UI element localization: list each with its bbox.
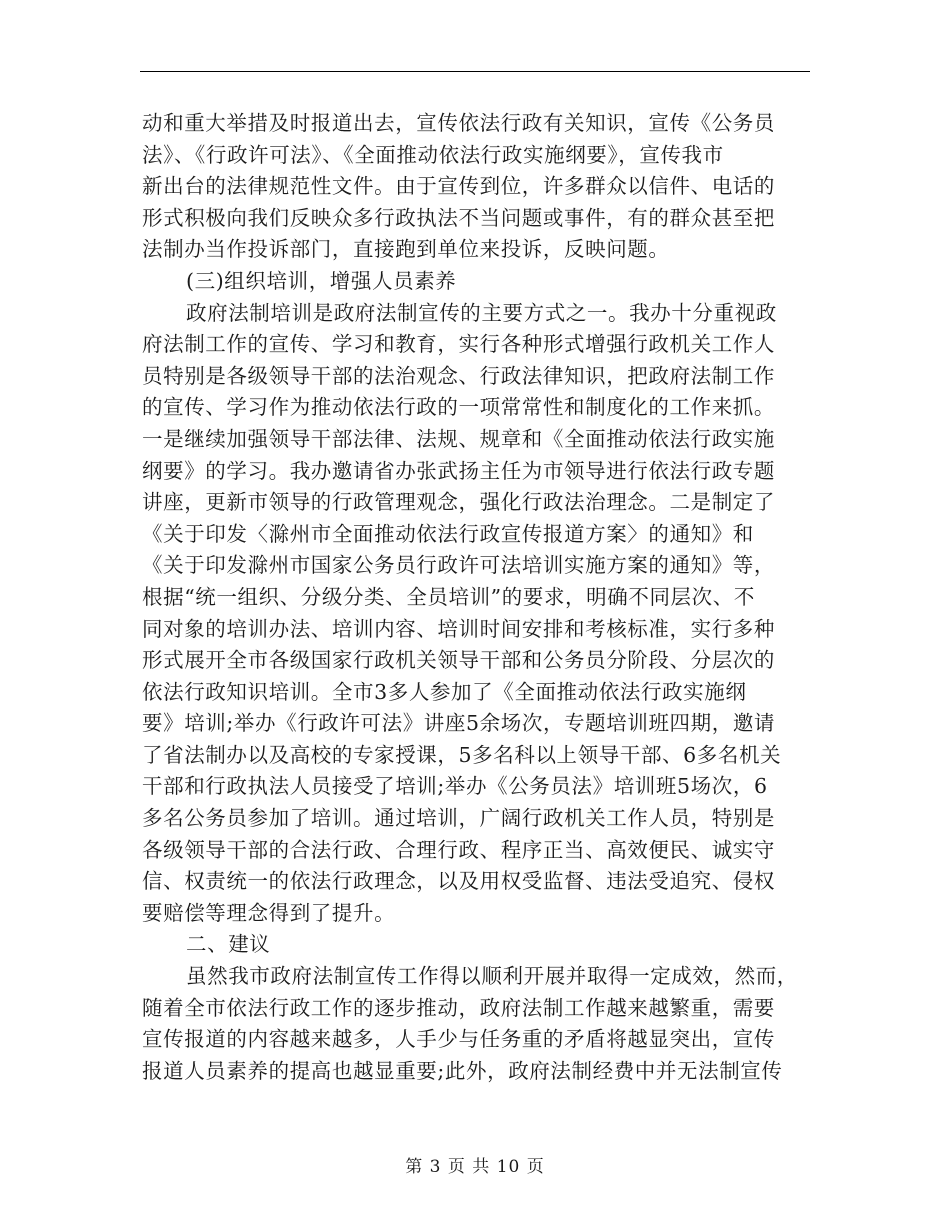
text-line: 动和重大举措及时报道出去，宣传依法行政有关知识，宣传《公务员	[142, 111, 775, 135]
paragraph-start-line: (三)组织培训，增强人员素养	[186, 268, 457, 293]
text-line: 随着全市依法行政工作的逐步推动，政府法制工作越来越繁重，需要	[142, 995, 775, 1020]
text-line: 宣传报道的内容越来越多，人手少与任务重的矛盾将越显突出，宣传	[142, 1027, 775, 1052]
text-line: 要》培训;举办《行政许可法》讲座5余场次，专题培训班四期，邀请	[142, 711, 776, 736]
text-line: 纲要》的学习。我办邀请省办张武扬主任为市领导进行依法行政专题	[142, 458, 775, 483]
text-line: 一是继续加强领导干部法律、法规、规章和《全面推动依法行政实施	[142, 426, 775, 451]
text-line: 法制办当作投诉部门，直接跑到单位来投诉，反映问题。	[142, 237, 670, 262]
text-line: 报道人员素养的提高也越显重要;此外，政府法制经费中并无法制宣传	[142, 1058, 783, 1083]
text-line: 《关于印发滁州市国家公务员行政许可法培训实施方案的通知》等，	[142, 553, 775, 578]
text-line: 干部和行政执法人员接受了培训;举办《公务员法》培训班5场次，6	[142, 774, 768, 799]
text-line: 同对象的培训办法、培训内容、培训时间安排和考核标准，实行多种	[142, 616, 775, 641]
paragraph-start-line: 二、建议	[186, 932, 271, 957]
paragraph-start-line: 政府法制培训是政府法制宣传的主要方式之一。我办十分重视政	[186, 300, 777, 325]
page-footer: 第 3 页 共 10 页	[405, 1157, 545, 1177]
text-line: 根据“统一组织、分级分类、全员培训”的要求，明确不同层次、不	[142, 584, 755, 609]
text-line: 讲座，更新市领导的行政管理观念，强化行政法治理念。二是制定了	[142, 490, 775, 515]
header-rule	[140, 71, 810, 72]
text-line: 《关于印发〈滁州市全面推动依法行政宣传报道方案〉的通知》和	[142, 521, 754, 546]
text-line: 各级领导干部的合法行政、合理行政、程序正当、高效便民、诚实守	[142, 837, 775, 862]
document-body	[142, 108, 810, 1087]
text-line: 的宣传、学习作为推动依法行政的一项常常性和制度化的工作来抓。	[142, 395, 775, 420]
text-line: 依法行政知识培训。全市3多人参加了《全面推动依法行政实施纲	[142, 679, 747, 704]
text-line: 员特别是各级领导干部的法治观念、行政法律知识，把政府法制工作	[142, 363, 775, 388]
text-line: 了省法制办以及高校的专家授课，5多名科以上领导干部、6多名机关	[142, 742, 782, 767]
text-line: 多名公务员参加了培训。通过培训，广阔行政机关工作人员，特别是	[142, 806, 775, 831]
text-line: 信、权责统一的依法行政理念，以及用权受监督、违法受追究、侵权	[142, 869, 775, 894]
text-line: 法》、《行政许可法》、《全面推动依法行政实施纲要》，宣传我市	[142, 142, 724, 167]
text-line: 形式积极向我们反映众多行政执法不当问题或事件，有的群众甚至把	[142, 205, 775, 230]
paragraph-start-line: 虽然我市政府法制宣传工作得以顺利开展并取得一定成效，然而，	[186, 964, 798, 989]
text-line: 府法制工作的宣传、学习和教育，实行各种形式增强行政机关工作人	[142, 332, 775, 357]
text-line: 要赔偿等理念得到了提升。	[142, 900, 396, 925]
text-line: 形式展开全市各级国家行政机关领导干部和公务员分阶段、分层次的	[142, 648, 775, 673]
text-line: 新出台的法律规范性文件。由于宣传到位，许多群众以信件、电话的	[142, 174, 775, 199]
